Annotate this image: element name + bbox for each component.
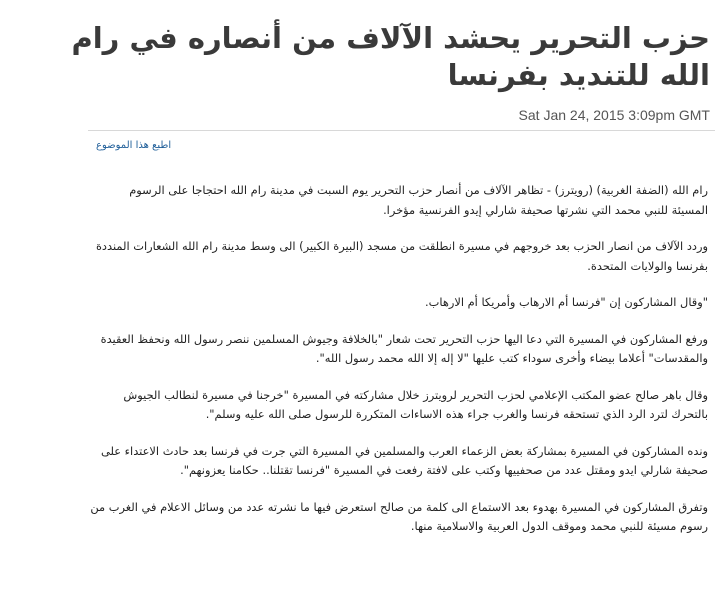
article-paragraph-5: وقال باهر صالح عضو المكتب الإعلامي لحزب التحرير لرويترز خلال مشاركته في المسيرة "خرجنا في مسيرة لنطالب الجيوش بالتحرك لترد الرد الذي تستحقه فرنسا والغرب جراء هذه الاساءات المتكررة للرسول صلى الله عليه وسلم". <box>123 387 708 421</box>
article-paragraph-1: رام الله (الضفة الغربية) (رويترز) - تظاهر الآلاف من أنصار حزب التحرير يوم السبت في مدينة رام الله احتجاجا على الرسوم المسيئة للنبي محمد التي نشرتها صحيفة شارلي إيدو الفرنسية مؤخرا. <box>129 183 708 217</box>
print-article-link[interactable]: اطبع هذا الموضوع <box>96 140 172 151</box>
article-body <box>90 181 708 554</box>
article-paragraph-6: ونده المشاركون في المسيرة بمشاركة بعض الزعماء العرب والمسلمين في المسيرة التي جرت في فرنسا بعد حادث الاعتداء على صحيفة شارلي ايدو ومقتل عدد من صحفييها وكتب على لافتة رفعت في المسيرة "فرنسا تقتلنا.. حكامنا يعزونهم". <box>101 443 708 477</box>
article-headline: حزب التحرير يحشد الآلاف من أنصاره في رام الله للتنديد بفرنسا <box>71 21 710 92</box>
article-paragraph-2: وردد الآلاف من انصار الحزب بعد خروجهم في مسيرة انطلقت من مسجد (البيرة الكبير) الى وسط مدينة رام الله الشعارات المنددة بفرنسا والولايات المتحدة. <box>95 239 708 273</box>
article-paragraph-7: وتفرق المشاركون في المسيرة بهدوء بعد الاستماع الى كلمة من صالح استعرض فيها ما نشرته عدد من وسائل الاعلام في الغرب من رسوم مسيئة للنبي محمد وموقف الدول العربية والاسلامية منها. <box>90 499 708 533</box>
article-paragraph-3: "وقال المشاركون إن "فرنسا أم الارهاب وأمريكا أم الارهاب. <box>425 295 708 309</box>
article-paragraph-4: ورفع المشاركون في المسيرة التي دعا اليها حزب التحرير تحت شعار "بالخلافة وجيوش المسلمين ننصر رسول الله ونحفظ العقيدة والمقدسات" أعلاما بيضاء وأخرى سوداء كتب عليها "لا إله إلا الله محمد رسول الله". <box>100 331 708 365</box>
article-dateline: Sat Jan 24, 2015 3:09pm GMT <box>518 107 710 123</box>
header-divider <box>88 130 715 131</box>
